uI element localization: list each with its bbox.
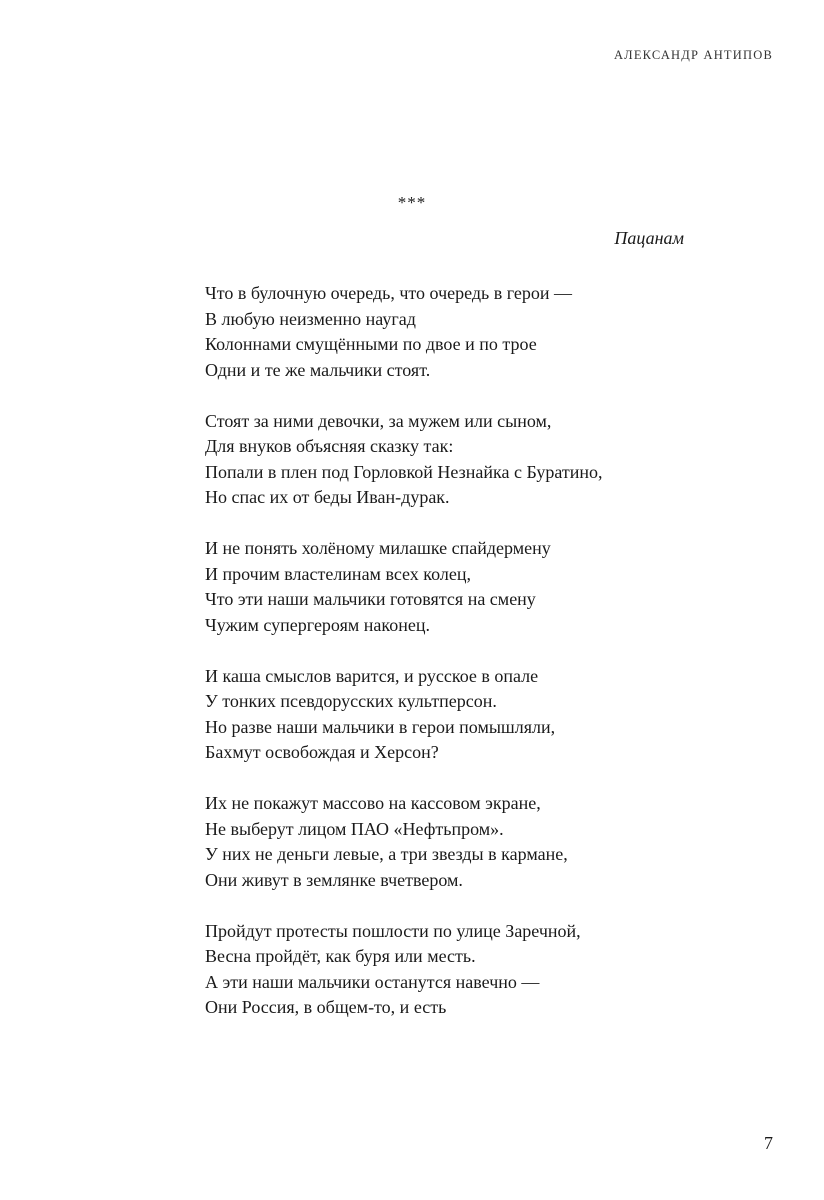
running-header-author: АЛЕКСАНДР АНТИПОВ [613,48,773,62]
stanza-2 [205,409,765,511]
poem-line: У тонких псевдорусских культперсон. [205,691,497,711]
poem-body [205,281,765,1046]
poem-line: Колоннами смущёнными по двое и по трое [205,334,537,354]
poem-line: И не понять холёному милашке спайдермену [205,538,551,558]
stanza-5 [205,791,765,893]
stanza-3 [205,536,765,638]
poem-line: Не выберут лицом ПАО «Нефтьпром». [205,818,504,839]
stanza-1 [205,281,765,383]
poem-line: Для внуков объясняя сказку так: [205,436,454,456]
poem-line: Чужим супергероям наконец. [205,614,430,635]
poem-line: Но разве наши мальчики в герои помышляли, [205,716,556,737]
poem-line: Весна пройдёт, как буря или месть. [205,946,476,966]
poem-line: В любую неизменно наугад [205,308,416,329]
poem-line: Они Россия, в общем-то, и есть [205,997,447,1017]
poem-line: У них не деньги левые, а три звезды в кармане, [205,844,568,864]
poem-line: Бахмут освобождая и Херсон? [205,742,439,762]
poem-line: И прочим властелинам всех колец, [205,563,472,584]
poem-line: Но спас их от беды Иван-дурак. [205,487,450,507]
poem-line: Одни и те же мальчики стоят. [205,359,431,380]
poem-line: Они живут в землянке вчетвером. [205,869,463,890]
poem-line: Что в булочную очередь, что очередь в герои — [205,283,572,303]
poem-line: Что эти наши мальчики готовятся на смену [205,589,536,609]
stanza-6 [205,919,765,1021]
poem-line: Их не покажут массово на кассовом экране, [205,793,541,813]
poem-line: Попали в плен под Горловкой Незнайка с Буратино, [205,461,603,482]
poem-line: И каша смыслов варится, и русское в опале [205,665,539,686]
poem-dedication: Пацанам [614,228,684,248]
poem-line: Стоят за ними девочки, за мужем или сыном, [205,410,552,431]
page-number: 7 [764,1133,773,1153]
poem-line: А эти наши мальчики останутся навечно — [205,971,540,992]
section-separator: *** [397,193,427,212]
poem-line: Пройдут протесты пошлости по улице Заречной, [205,920,581,941]
stanza-4 [205,664,765,766]
